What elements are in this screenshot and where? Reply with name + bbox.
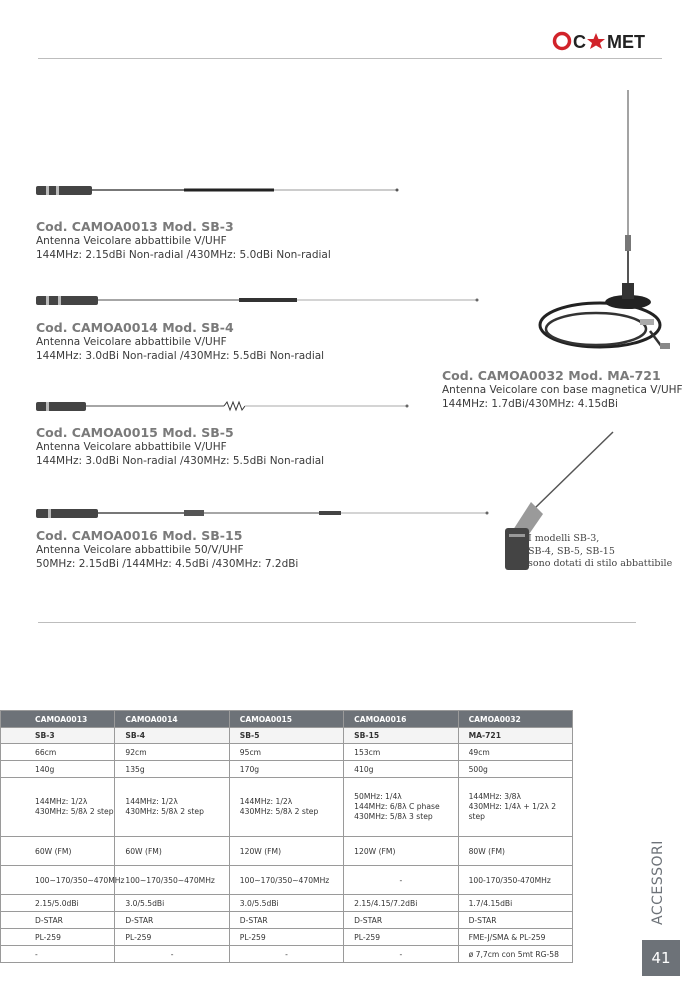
table-header: CAMOA0014 [115, 711, 229, 728]
product-title: Cod. CAMOA0014 Mod. SB-4 [36, 320, 234, 335]
product-title: Cod. CAMOA0015 Mod. SB-5 [36, 425, 234, 440]
table-header-row [1, 711, 573, 728]
cell-line: 50MHz: 1/4λ [354, 792, 402, 801]
cell-line: 144MHz: 3/8λ [468, 792, 521, 801]
table-cell: D-STAR [1, 912, 115, 929]
table-cell: 60W (FM) [115, 837, 229, 866]
table-cell: - [344, 946, 458, 963]
comet-logo [552, 28, 664, 52]
note-line: I modelli SB-3, [528, 533, 600, 544]
table-cell: 92cm [115, 744, 229, 761]
table-cell: 66cm [1, 744, 115, 761]
top-rule [38, 58, 662, 59]
table-cell: 3.0/5.5dBi [229, 895, 343, 912]
cell-line: 430MHz: 5/8λ 2 step [239, 807, 319, 816]
table-header: CAMOA0016 [344, 711, 458, 728]
table-cell [115, 778, 229, 837]
table-row-type [1, 778, 573, 837]
table-cell: 100~170/350~470MHz [229, 866, 343, 895]
table-row-power [1, 837, 573, 866]
table-cell: D-STAR [344, 912, 458, 929]
cell-line: 144MHz: 1/2λ [239, 797, 293, 806]
product-sb5 [36, 425, 324, 468]
product-description: Antenna Veicolare abbattibile V/UHF [36, 441, 227, 453]
product-description: Antenna Veicolare con base magnetica V/UHF [442, 384, 683, 396]
antenna-sb4-image [34, 292, 484, 308]
table-cell: MA-721 [458, 728, 572, 744]
antenna-sb3-image [34, 182, 404, 198]
table-cell: 100-170/350-470MHz [458, 866, 572, 895]
table-cell [344, 778, 458, 837]
table-cell: 2.15/4.15/7.2dBi [344, 895, 458, 912]
cell-line: 430MHz: 5/8λ 2 step [35, 807, 114, 816]
antenna-sb15-image [34, 505, 494, 521]
cell-line: 430MHz: 1/4λ + 1/2λ 2 step [468, 802, 557, 821]
svg-text:C: C [573, 32, 586, 52]
table-cell: 2.15/5.0dBi [1, 895, 115, 912]
section-label [646, 840, 676, 925]
table-row-connector [1, 929, 573, 946]
middle-rule [38, 622, 636, 623]
table-row-model [1, 728, 573, 744]
product-sb4 [36, 320, 324, 363]
table-cell: D-STAR [115, 912, 229, 929]
antenna-sb5-image [34, 398, 414, 414]
product-specs: 144MHz: 3.0dBi Non-radial /430MHz: 5.5dBi Non-radial [36, 455, 325, 467]
product-description: Antenna Veicolare abbattibile V/UHF [36, 336, 227, 348]
product-specs: 50MHz: 2.15dBi /144MHz: 4.5dBi /430MHz: 7.2dBi [36, 558, 299, 570]
table-cell: FME-J/SMA & PL-259 [458, 929, 572, 946]
cell-line: 144MHz: 1/2λ [35, 797, 88, 806]
product-title: Cod. CAMOA0032 Mod. MA-721 [442, 368, 661, 383]
svg-text:MET: MET [607, 32, 645, 52]
table-row-dstar [1, 912, 573, 929]
table-cell: SB-15 [344, 728, 458, 744]
note-line: sono dotati di stilo abbattibile [528, 558, 673, 569]
table-cell: 140g [1, 761, 115, 778]
spec-table [0, 710, 573, 963]
table-cell: 1.7/4.15dBi [458, 895, 572, 912]
foldable-note [528, 533, 672, 571]
table-cell: 410g [344, 761, 458, 778]
table-cell: - [344, 866, 458, 895]
product-specs: 144MHz: 3.0dBi Non-radial /430MHz: 5.5dBi Non-radial [36, 350, 325, 362]
table-cell: 100~170/350~470MHz [1, 866, 115, 895]
table-header: CAMOA0015 [229, 711, 343, 728]
table-row-range [1, 866, 573, 895]
antenna-ma721-image [522, 85, 672, 360]
table-cell: SB-4 [115, 728, 229, 744]
table-cell: 3.0/5.5dBi [115, 895, 229, 912]
table-cell [229, 778, 343, 837]
table-cell: 120W (FM) [344, 837, 458, 866]
table-header: CAMOA0013 [1, 711, 115, 728]
product-sb3 [36, 219, 331, 262]
table-row-gain [1, 895, 573, 912]
page-number: 41 [642, 940, 680, 976]
table-row-base [1, 946, 573, 963]
table-cell: 153cm [344, 744, 458, 761]
table-cell: 170g [229, 761, 343, 778]
table-row-length [1, 744, 573, 761]
table-header: CAMOA0032 [458, 711, 572, 728]
table-cell: PL-259 [1, 929, 115, 946]
table-cell: PL-259 [344, 929, 458, 946]
table-cell: SB-5 [229, 728, 343, 744]
cell-line: 144MHz: 1/2λ [125, 797, 178, 806]
product-description: Antenna Veicolare abbattibile V/UHF [36, 235, 227, 247]
table-cell [1, 778, 115, 837]
table-cell: PL-259 [229, 929, 343, 946]
product-specs: 144MHz: 2.15dBi Non-radial /430MHz: 5.0dBi Non-radial [36, 249, 331, 261]
table-cell: 80W (FM) [458, 837, 572, 866]
section-label-text: ACCESSORI [650, 840, 666, 925]
table-cell: PL-259 [115, 929, 229, 946]
table-cell [458, 778, 572, 837]
product-description: Antenna Veicolare abbattibile 50/V/UHF [36, 544, 244, 556]
table-row-weight [1, 761, 573, 778]
table-cell: ø 7,7cm con 5mt RG-58 [458, 946, 572, 963]
table-cell: 500g [458, 761, 572, 778]
product-ma721 [442, 368, 683, 411]
table-cell: - [1, 946, 115, 963]
product-title: Cod. CAMOA0013 Mod. SB-3 [36, 219, 234, 234]
cell-line: 144MHz: 6/8λ C phase [354, 802, 440, 811]
cell-line: 430MHz: 5/8λ 3 step [354, 812, 433, 821]
table-cell: 95cm [229, 744, 343, 761]
table-cell: - [229, 946, 343, 963]
product-specs: 144MHz: 1.7dBi/430MHz: 4.15dBi [442, 398, 618, 410]
note-line: SB-4, SB-5, SB-15 [528, 545, 615, 557]
product-title: Cod. CAMOA0016 Mod. SB-15 [36, 528, 243, 543]
cell-line: 430MHz: 5/8λ 2 step [125, 807, 204, 816]
table-cell: 60W (FM) [1, 837, 115, 866]
table-cell: 120W (FM) [229, 837, 343, 866]
table-cell: D-STAR [458, 912, 572, 929]
table-cell: 49cm [458, 744, 572, 761]
table-cell: D-STAR [229, 912, 343, 929]
table-cell: SB-3 [1, 728, 115, 744]
table-cell: - [115, 946, 229, 963]
table-cell: 135g [115, 761, 229, 778]
product-sb15 [36, 528, 298, 571]
table-cell: 100~170/350~470MHz [115, 866, 229, 895]
